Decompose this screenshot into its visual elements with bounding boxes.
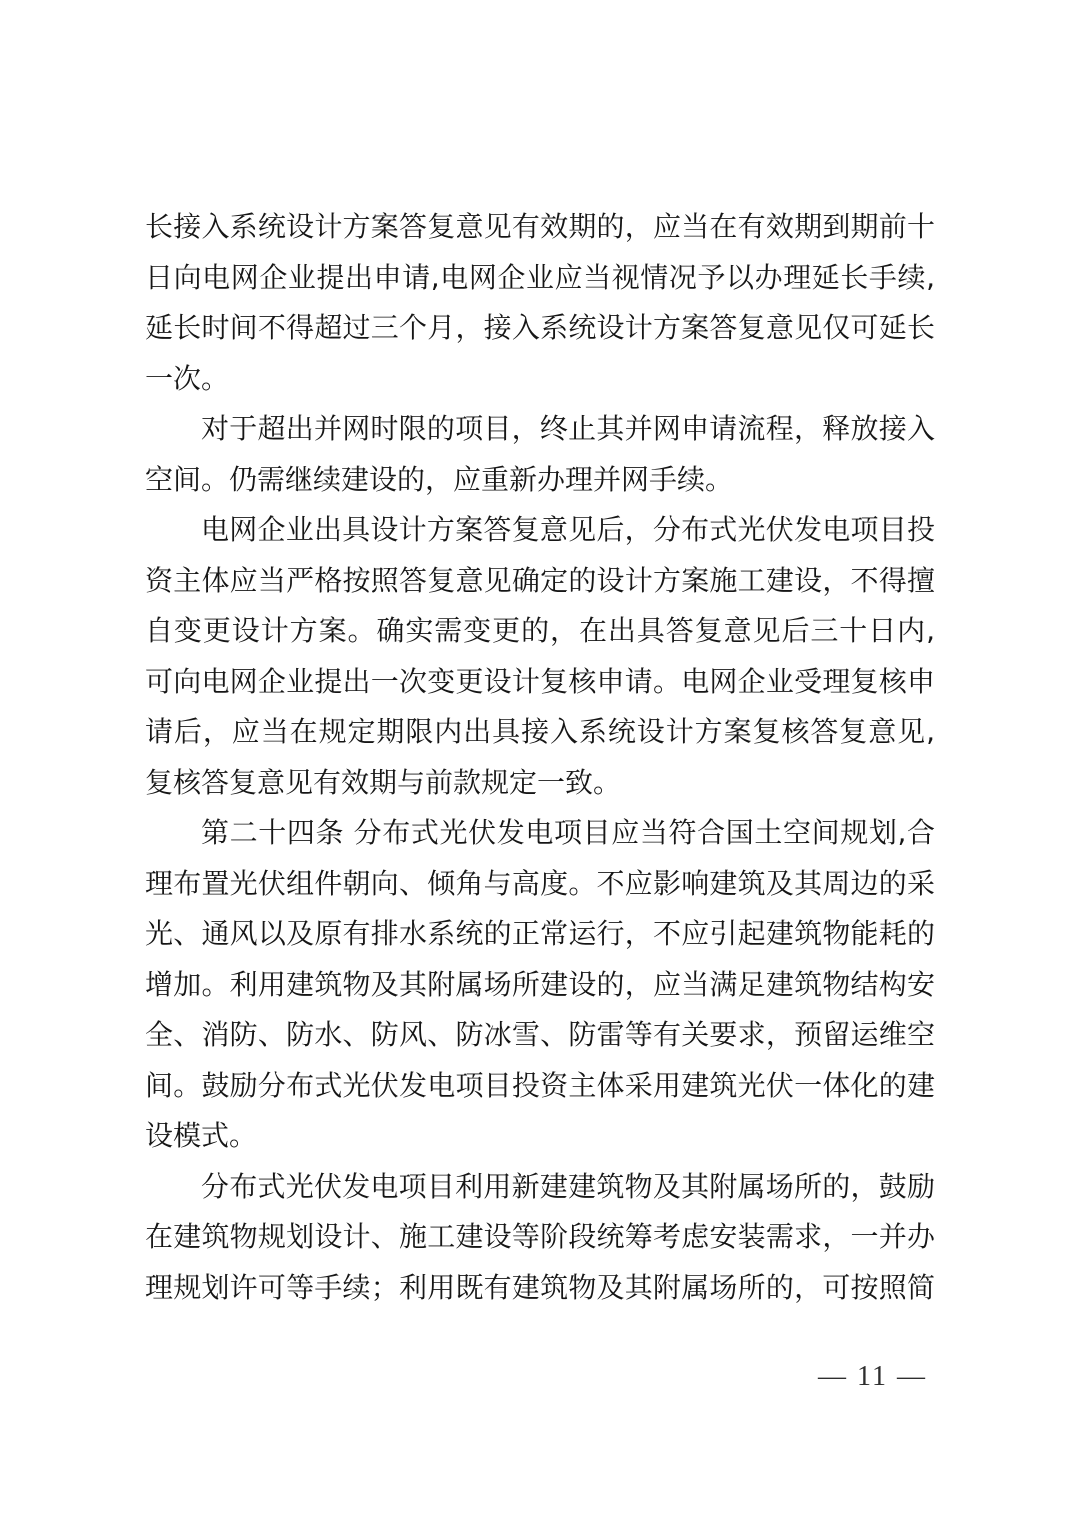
body-text-block xyxy=(145,202,935,1313)
text-line: 一次。 xyxy=(145,361,230,395)
text-line: 间。鼓励分布式光伏发电项目投资主体采用建筑光伏一体化的建 xyxy=(145,1068,935,1102)
text-line: 长接入系统设计方案答复意见有效期的，应当在有效期到期前十 xyxy=(145,210,935,243)
text-line: 理布置光伏组件朝向、倾角与高度。不应影响建筑及其周边的采 xyxy=(145,866,935,900)
page-number: — 11 — xyxy=(818,1361,927,1392)
text-line: 理规划许可等手续；利用既有建筑物及其附属场所的，可按照简 xyxy=(145,1270,935,1304)
text-line: 增加。利用建筑物及其附属场所建设的，应当满足建筑物结构安 xyxy=(145,967,935,1001)
text-line: 日向电网企业提出申请,电网企业应当视情况予以办理延长手续, xyxy=(145,260,935,294)
text-line: 可向电网企业提出一次变更设计复核申请。电网企业受理复核申 xyxy=(145,664,935,698)
text-line: 全、消防、防水、防风、防冰雪、防雷等有关要求，预留运维空 xyxy=(145,1018,935,1051)
text-line: 分布式光伏发电项目利用新建建筑物及其附属场所的，鼓励 xyxy=(201,1169,935,1203)
text-line: 复核答复意见有效期与前款规定一致。 xyxy=(145,765,622,799)
text-line: 第二十四条 分布式光伏发电项目应当符合国土空间规划,合 xyxy=(201,816,935,849)
text-line: 在建筑物规划设计、施工建设等阶段统筹考虑安装需求，一并办 xyxy=(145,1220,935,1253)
text-line: 光、通风以及原有排水系统的正常运行，不应引起建筑物能耗的 xyxy=(145,917,935,950)
text-line: 资主体应当严格按照答复意见确定的设计方案施工建设，不得擅 xyxy=(145,563,935,597)
text-line: 空间。仍需继续建设的，应重新办理并网手续。 xyxy=(145,462,734,496)
text-line: 请后，应当在规定期限内出具接入系统设计方案复核答复意见, xyxy=(145,715,935,748)
text-line: 设模式。 xyxy=(145,1119,258,1152)
text-line: 自变更设计方案。确实需变更的，在出具答复意见后三十日内, xyxy=(145,614,935,647)
text-line: 对于超出并网时限的项目，终止其并网申请流程，释放接入 xyxy=(201,412,935,445)
text-line: 电网企业出具设计方案答复意见后，分布式光伏发电项目投 xyxy=(201,513,935,546)
text-line: 延长时间不得超过三个月，接入系统设计方案答复意见仅可延长 xyxy=(145,311,935,344)
